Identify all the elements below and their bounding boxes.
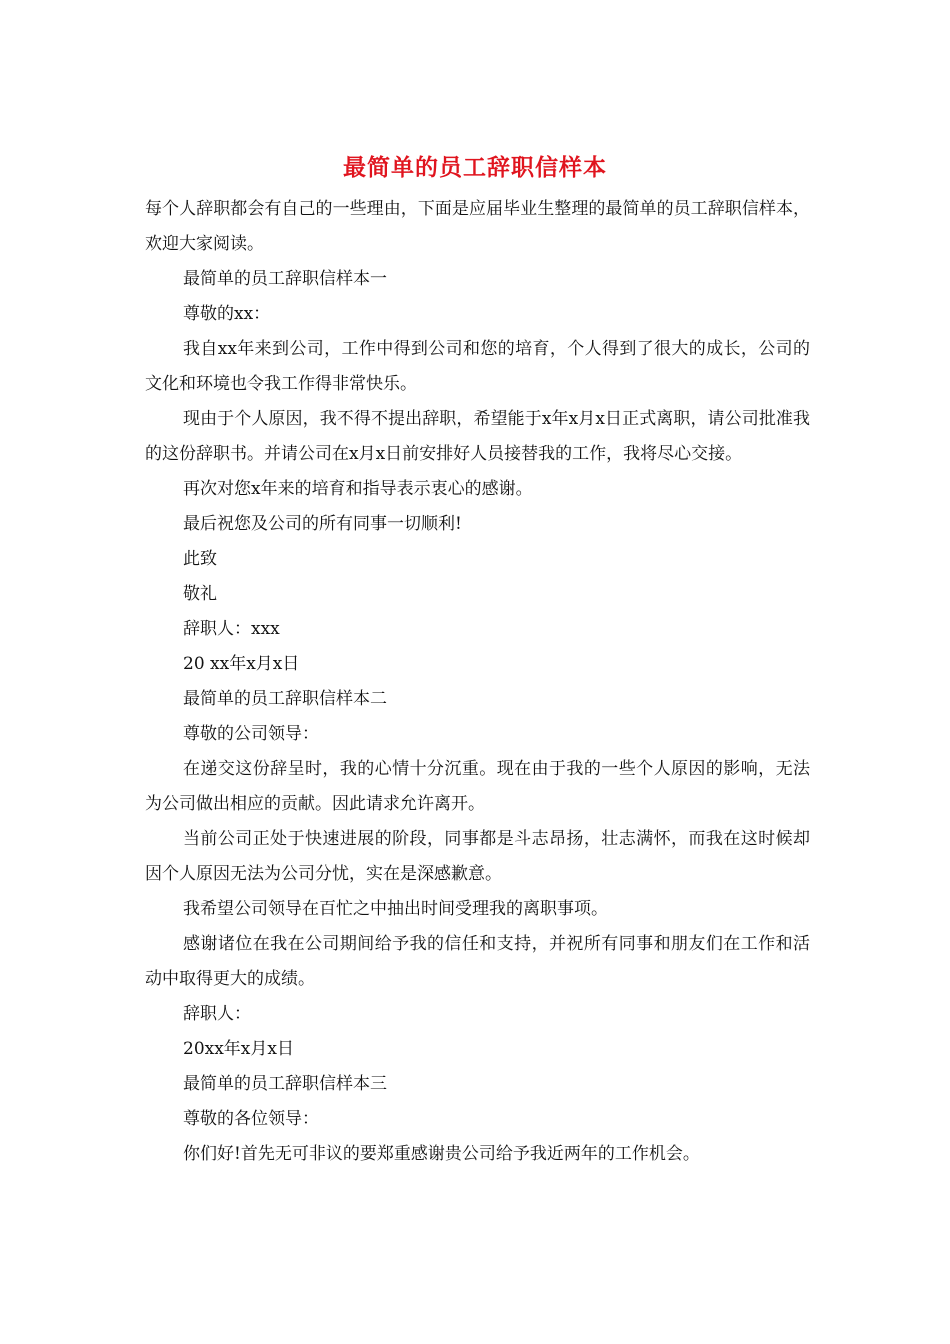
paragraph: 最简单的员工辞职信样本三 bbox=[183, 1074, 387, 1094]
paragraph: 尊敬的公司领导： bbox=[183, 724, 319, 744]
paragraph: 此致 bbox=[183, 549, 217, 569]
paragraph: 当前公司正处于快速进展的阶段，同事都是斗志昂扬，壮志满怀，而我在这时候却因个人原因无法为公司分忧，实在是深感歉意。 bbox=[145, 829, 810, 884]
paragraph: 尊敬的xx： bbox=[183, 304, 271, 324]
paragraph: 再次对您x年来的培育和指导表示衷心的感谢。 bbox=[183, 479, 533, 499]
document-body bbox=[145, 192, 810, 1172]
paragraph: 你们好!首先无可非议的要郑重感谢贵公司给予我近两年的工作机会。 bbox=[183, 1144, 700, 1164]
paragraph: 每个人辞职都会有自己的一些理由，下面是应届毕业生整理的最简单的员工辞职信样本，欢迎大家阅读。 bbox=[145, 199, 810, 254]
paragraph: 现由于个人原因，我不得不提出辞职，希望能于x年x月x日正式离职，请公司批准我的这份辞职书。并请公司在x月x日前安排好人员接替我的工作，我将尽心交接。 bbox=[145, 409, 810, 464]
paragraph: 最简单的员工辞职信样本二 bbox=[183, 689, 387, 709]
paragraph: 在递交这份辞呈时，我的心情十分沉重。现在由于我的一些个人原因的影响，无法为公司做出相应的贡献。因此请求允许离开。 bbox=[145, 759, 810, 814]
paragraph: 敬礼 bbox=[183, 584, 217, 604]
paragraph: 尊敬的各位领导： bbox=[183, 1109, 319, 1129]
paragraph: 最简单的员工辞职信样本一 bbox=[183, 269, 387, 289]
paragraph: 辞职人： bbox=[183, 1004, 251, 1024]
paragraph: 辞职人：xxx bbox=[183, 619, 280, 639]
paragraph: 最后祝您及公司的所有同事一切顺利! bbox=[183, 514, 462, 534]
paragraph: 感谢诸位在我在公司期间给予我的信任和支持，并祝所有同事和朋友们在工作和活动中取得更大的成绩。 bbox=[145, 934, 810, 989]
paragraph: 我希望公司领导在百忙之中抽出时间受理我的离职事项。 bbox=[183, 899, 608, 919]
document-title: 最简单的员工辞职信样本 bbox=[343, 154, 607, 181]
paragraph: 我自xx年来到公司，工作中得到公司和您的培育，个人得到了很大的成长，公司的文化和环境也令我工作得非常快乐。 bbox=[145, 339, 810, 394]
paragraph: 20 xx年x月x日 bbox=[183, 654, 300, 674]
paragraph: 20xx年x月x日 bbox=[183, 1039, 294, 1059]
